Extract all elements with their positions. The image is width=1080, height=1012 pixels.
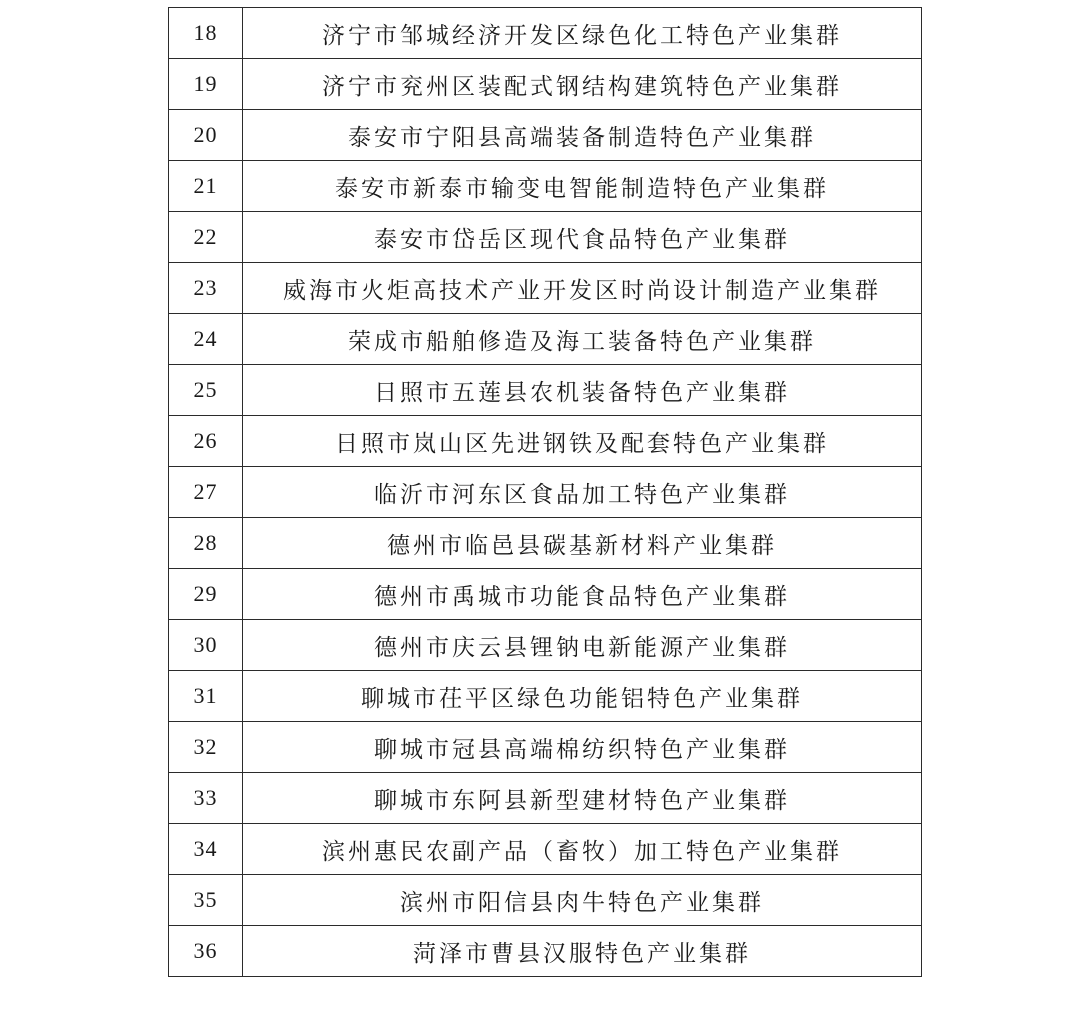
cluster-name-cell: 日照市岚山区先进钢铁及配套特色产业集群 [243, 416, 922, 467]
table-row [169, 467, 922, 518]
row-number-cell: 33 [169, 773, 243, 824]
cluster-name-cell: 德州市禹城市功能食品特色产业集群 [243, 569, 922, 620]
cluster-name-cell: 滨州市阳信县肉牛特色产业集群 [243, 875, 922, 926]
table-row [169, 773, 922, 824]
table-row [169, 875, 922, 926]
cluster-name-cell: 日照市五莲县农机装备特色产业集群 [243, 365, 922, 416]
cluster-name-cell: 滨州惠民农副产品（畜牧）加工特色产业集群 [243, 824, 922, 875]
cluster-name-cell: 聊城市茌平区绿色功能铝特色产业集群 [243, 671, 922, 722]
row-number-cell: 20 [169, 110, 243, 161]
table-row [169, 212, 922, 263]
cluster-name-cell: 德州市庆云县锂钠电新能源产业集群 [243, 620, 922, 671]
row-number-cell: 31 [169, 671, 243, 722]
cluster-name-cell: 荣成市船舶修造及海工装备特色产业集群 [243, 314, 922, 365]
industry-cluster-table-container [168, 7, 922, 977]
table-row [169, 59, 922, 110]
table-row [169, 518, 922, 569]
cluster-name-cell: 威海市火炬高技术产业开发区时尚设计制造产业集群 [243, 263, 922, 314]
row-number-cell: 26 [169, 416, 243, 467]
row-number-cell: 35 [169, 875, 243, 926]
cluster-name-cell: 济宁市兖州区装配式钢结构建筑特色产业集群 [243, 59, 922, 110]
row-number-cell: 25 [169, 365, 243, 416]
row-number-cell: 22 [169, 212, 243, 263]
table-row [169, 110, 922, 161]
row-number-cell: 24 [169, 314, 243, 365]
table-row [169, 722, 922, 773]
cluster-name-cell: 德州市临邑县碳基新材料产业集群 [243, 518, 922, 569]
table-row [169, 926, 922, 977]
cluster-name-cell: 泰安市新泰市输变电智能制造特色产业集群 [243, 161, 922, 212]
row-number-cell: 29 [169, 569, 243, 620]
cluster-name-cell: 济宁市邹城经济开发区绿色化工特色产业集群 [243, 8, 922, 59]
cluster-name-cell: 聊城市东阿县新型建材特色产业集群 [243, 773, 922, 824]
row-number-cell: 30 [169, 620, 243, 671]
cluster-name-cell: 泰安市岱岳区现代食品特色产业集群 [243, 212, 922, 263]
table-row [169, 416, 922, 467]
table-row [169, 263, 922, 314]
industry-cluster-table [168, 7, 922, 977]
table-body [169, 8, 922, 977]
table-row [169, 620, 922, 671]
row-number-cell: 21 [169, 161, 243, 212]
cluster-name-cell: 菏泽市曹县汉服特色产业集群 [243, 926, 922, 977]
row-number-cell: 18 [169, 8, 243, 59]
row-number-cell: 36 [169, 926, 243, 977]
table-row [169, 824, 922, 875]
row-number-cell: 27 [169, 467, 243, 518]
table-row [169, 569, 922, 620]
cluster-name-cell: 临沂市河东区食品加工特色产业集群 [243, 467, 922, 518]
row-number-cell: 19 [169, 59, 243, 110]
row-number-cell: 32 [169, 722, 243, 773]
row-number-cell: 23 [169, 263, 243, 314]
row-number-cell: 28 [169, 518, 243, 569]
table-row [169, 8, 922, 59]
table-row [169, 365, 922, 416]
table-row [169, 671, 922, 722]
cluster-name-cell: 聊城市冠县高端棉纺织特色产业集群 [243, 722, 922, 773]
cluster-name-cell: 泰安市宁阳县高端装备制造特色产业集群 [243, 110, 922, 161]
table-row [169, 314, 922, 365]
row-number-cell: 34 [169, 824, 243, 875]
table-row [169, 161, 922, 212]
